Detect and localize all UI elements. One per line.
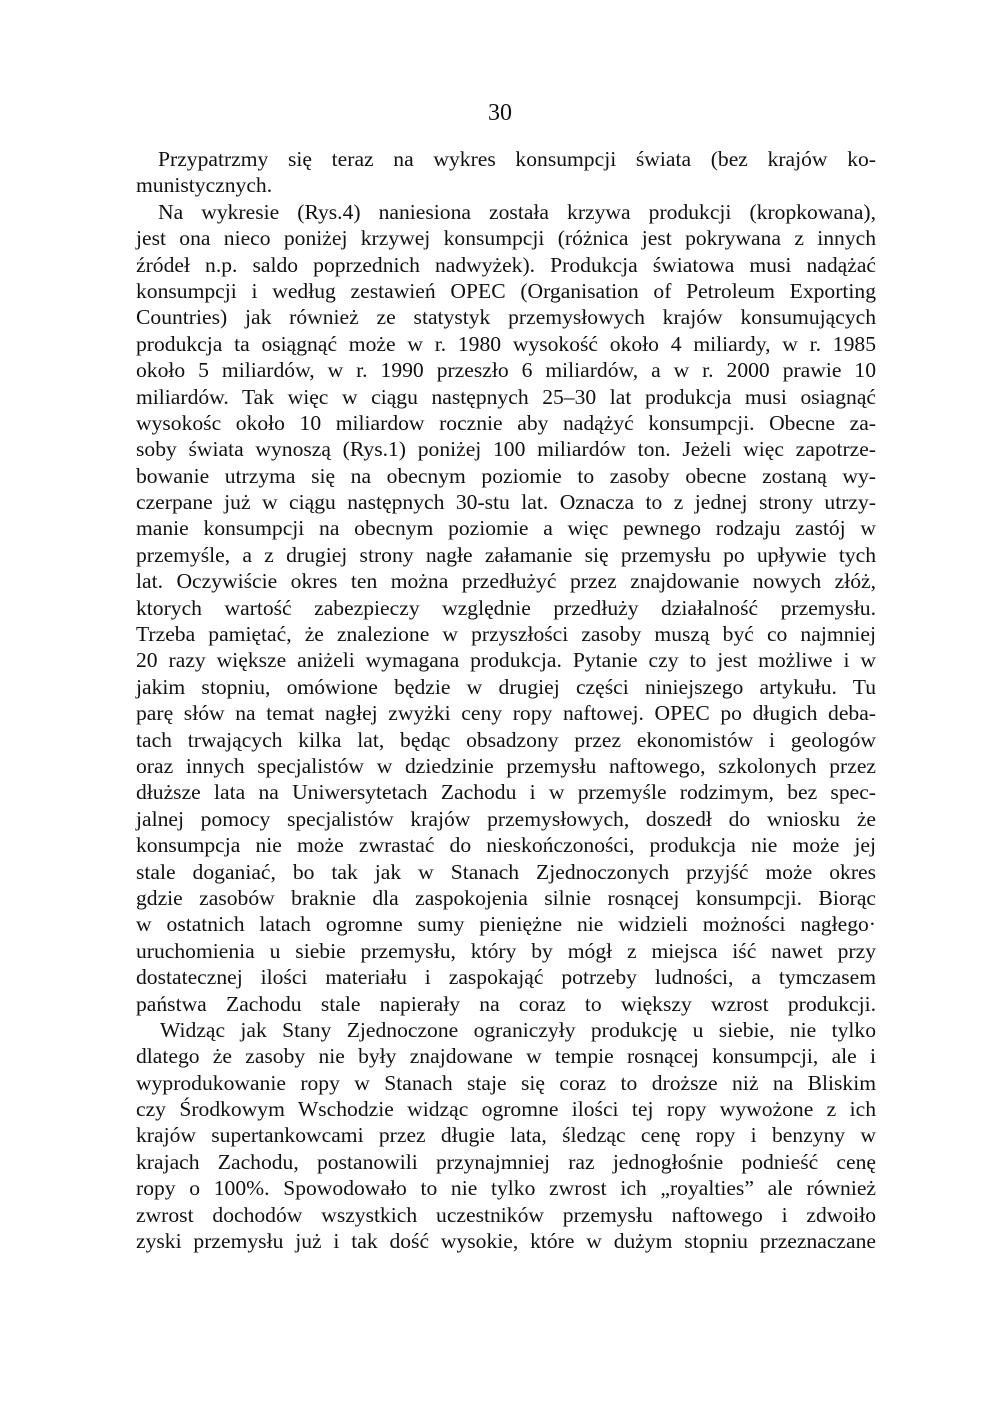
text-line: 20 razy większe aniżeli wymagana produkcja. Pytanie czy to jest możliwe i w: [136, 648, 876, 673]
text-line: krajach Zachodu, postanowili przynajmniej raz jednogłośnie podnieść cenę: [136, 1149, 876, 1174]
text-line: czy Środkowym Wschodzie widząc ogromne ilości tej ropy wywożone z ich: [136, 1097, 876, 1122]
text-line: Przypatrzmy się teraz na wykres konsumpcji świata (bez krajów ko-: [158, 147, 876, 171]
text-line: bowanie utrzyma się na obecnym poziomie to zasoby obecne zostaną wy-: [136, 463, 876, 488]
text-line: miliardów. Tak więc w ciągu następnych 25–30 lat produkcja musi osiagnąć: [136, 384, 876, 409]
text-line: produkcja ta osiągnąć może w r. 1980 wysokość około 4 miliardy, w r. 1985: [136, 331, 876, 356]
text-line: dłuższe lata na Uniwersytetach Zachodu i w przemyśle rodzimym, bez spec-: [136, 780, 876, 805]
text-line: Countries) jak również ze statystyk przemysłowych krajów konsumujących: [136, 305, 876, 330]
text-line: ropy o 100%. Spowodowało to nie tylko zwrost ich „royalties” ale również: [136, 1176, 876, 1201]
text-line: wyprodukowanie ropy w Stanach staje się coraz to droższe niż na Bliskim: [136, 1070, 876, 1095]
text-line: czerpane już w ciągu następnych 30-stu lat. Oznacza to z jednej strony utrzy-: [136, 490, 876, 515]
text-line: jalnej pomocy specjalistów krajów przemysłowych, doszedł do wniosku że: [136, 806, 876, 831]
text-line: Trzeba pamiętać, że znalezione w przyszłości zasoby muszą być co najmniej: [136, 622, 876, 647]
text-line: lat. Oczywiście okres ten można przedłużyć przez znajdowanie nowych złóż,: [136, 569, 876, 594]
text-line: manie konsumpcji na obecnym poziomie a więc pewnego rodzaju zastój w: [136, 516, 876, 541]
text-line: wysokośc około 10 miliardow rocznie aby nadążyć konsumpcji. Obecne za-: [136, 410, 876, 435]
text-line: ktorych wartość zabezpieczy względnie przedłuży działalność przemysłu.: [136, 595, 876, 620]
text-line: oraz innych specjalistów w dziedzinie przemysłu naftowego, szkolonych przez: [136, 753, 876, 778]
text-line: państwa Zachodu stale napierały na coraz to większy wzrost produkcji.: [136, 991, 876, 1016]
text-line: stale doganiać, bo tak jak w Stanach Zjednoczonych przyjść może okres: [136, 859, 876, 884]
text-line: munistycznych.: [136, 173, 273, 198]
text-line: jest ona nieco poniżej krzywej konsumpcji (różnica jest pokrywana z innych: [136, 226, 876, 251]
page-number: 30: [488, 100, 512, 126]
body-text: [136, 146, 876, 1254]
text-line: około 5 miliardów, w r. 1990 przeszło 6 miliardów, a w r. 2000 prawie 10: [136, 358, 876, 383]
text-line: konsumpcja nie może zwrastać do nieskończoności, produkcja nie może jej: [136, 833, 876, 858]
text-line: zwrost dochodów wszystkich uczestników przemysłu naftowego i zdwoiło: [136, 1202, 876, 1227]
text-line: parę słów na temat nagłej zwyżki ceny ropy naftowej. OPEC po długich deba-: [136, 701, 876, 726]
text-line: tach trwających kilka lat, będąc obsadzony przez ekonomistów i geologów: [136, 727, 876, 752]
text-line: dlatego że zasoby nie były znajdowane w tempie rosnącej konsumpcji, ale i: [136, 1044, 876, 1069]
text-line: Na wykresie (Rys.4) naniesiona została krzywa produkcji (kropkowana),: [158, 199, 876, 224]
text-line: w ostatnich latach ogromne sumy pieniężne nie widzieli możności nagłego·: [136, 912, 876, 937]
text-line: konsumpcji i według zestawień OPEC (Organisation of Petroleum Exporting: [136, 278, 876, 303]
text-line: gdzie zasobów braknie dla zaspokojenia silnie rosnącej konsumpcji. Biorąc: [136, 885, 876, 910]
text-line: zyski przemysłu już i tak dość wysokie, które w dużym stopniu przeznaczane: [136, 1229, 876, 1254]
text-line: krajów supertankowcami przez długie lata, śledząc cenę ropy i benzyny w: [136, 1123, 876, 1148]
text-line: dostatecznej ilości materiału i zaspokająć potrzeby ludności, a tymczasem: [136, 965, 876, 990]
text-line: jakim stopniu, omówione będzie w drugiej części niniejszego artykułu. Tu: [136, 674, 876, 699]
text-line: uruchomienia u siebie przemysłu, który by mógł z miejsca iść nawet przy: [136, 938, 876, 963]
text-line: soby świata wynoszą (Rys.1) poniżej 100 miliardów ton. Jeżeli więc zapotrze-: [136, 437, 876, 462]
text-line: źródeł n.p. saldo poprzednich nadwyżek). Produkcja światowa musi nadążać: [136, 252, 876, 277]
text-line: Widząc jak Stany Zjednoczone ograniczyły produkcję u siebie, nie tylko: [160, 1017, 876, 1042]
text-line: przemyśle, a z drugiej strony nagłe załamanie się przemysłu po upływie tych: [136, 542, 876, 567]
